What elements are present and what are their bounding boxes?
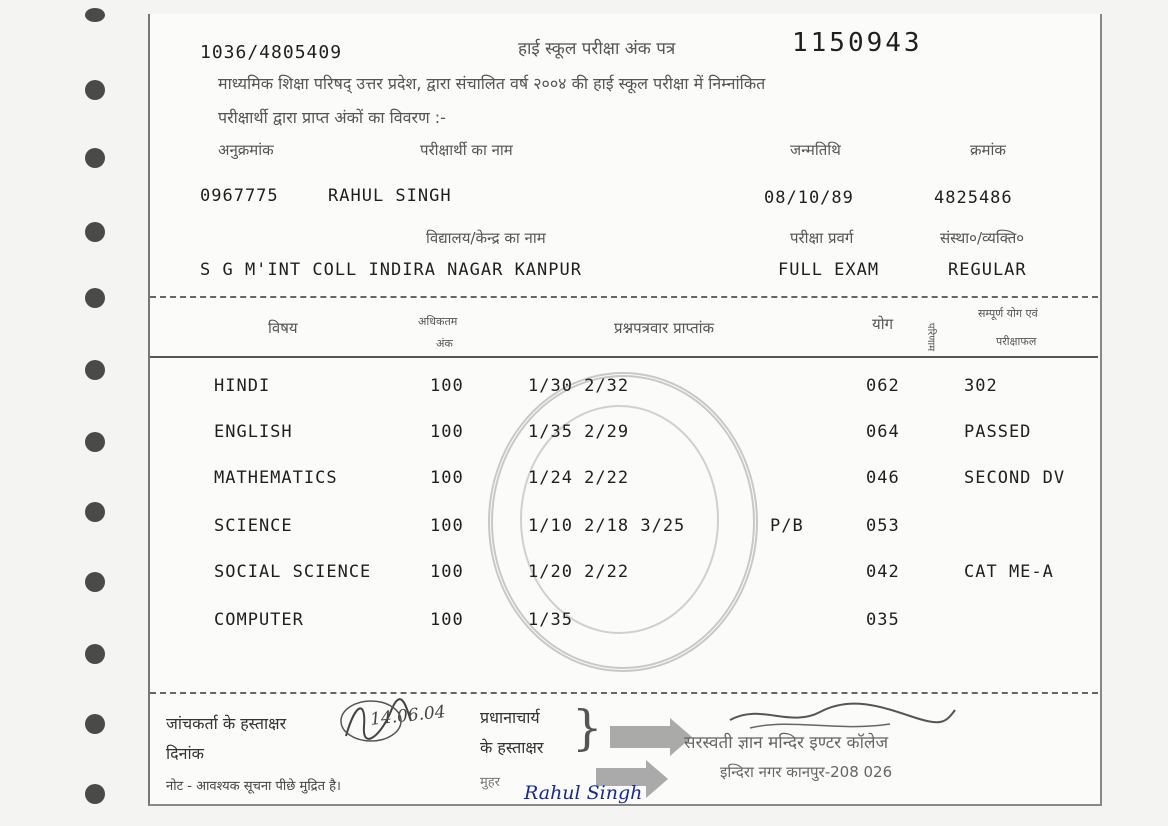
remark-cell: SECOND DV xyxy=(964,468,1066,488)
grand-total-header-line2: परीक्षाफल xyxy=(996,335,1037,348)
remark-cell: 302 xyxy=(964,376,998,396)
subject-cell: SOCIAL SCIENCE xyxy=(214,562,372,582)
punch-hole xyxy=(85,502,105,522)
subject-cell: HINDI xyxy=(214,376,271,396)
stamp-label: मुहर xyxy=(480,775,500,790)
paper-marks-cell: 1/10 2/18 3/25 xyxy=(528,516,686,536)
max-marks-cell: 100 xyxy=(430,468,464,488)
subject-cell: MATHEMATICS xyxy=(214,468,338,488)
total-cell: 035 xyxy=(866,610,900,630)
school-name: S G M'INT COLL INDIRA NAGAR KANPUR xyxy=(200,260,582,280)
paper-marks-header: प्रश्नपत्रवार प्राप्तांक xyxy=(614,319,715,337)
dob-label: जन्मतिथि xyxy=(790,141,841,159)
school-label: विद्यालय/केन्द्र का नाम xyxy=(426,229,546,247)
principal-label-line1: प्रधानाचार्य xyxy=(480,708,540,727)
punch-hole xyxy=(85,222,105,242)
exam-type-label: परीक्षा प्रवर्ग xyxy=(790,229,854,247)
table-top-rule xyxy=(150,296,1098,298)
roll-number: 0967775 xyxy=(200,186,279,206)
punch-hole xyxy=(85,644,105,664)
note-text: नोट - आवश्यक सूचना पीछे मुद्रित है। xyxy=(166,779,341,794)
paper-marks-cell: 1/30 2/32 xyxy=(528,376,630,396)
paper-marks-cell: 1/24 2/22 xyxy=(528,468,630,488)
candidate-name-label: परीक्षार्थी का नाम xyxy=(420,141,513,159)
checker-signature xyxy=(336,696,416,746)
brace: } xyxy=(572,700,603,756)
table-header-rule xyxy=(150,356,1098,358)
exam-type: FULL EXAM xyxy=(778,260,880,280)
practical-cell: P/B xyxy=(770,516,804,536)
punch-hole xyxy=(85,8,105,22)
punch-hole xyxy=(85,360,105,380)
date-label: दिनांक xyxy=(166,744,204,763)
punch-hole xyxy=(85,148,105,168)
date-of-birth: 08/10/89 xyxy=(764,188,854,208)
subject-cell: SCIENCE xyxy=(214,516,293,536)
footer-rule xyxy=(150,692,1098,694)
punch-hole xyxy=(85,288,105,308)
total-cell: 042 xyxy=(866,562,900,582)
subject-cell: COMPUTER xyxy=(214,610,304,630)
intro-line-2: परीक्षार्थी द्वारा प्राप्त अंकों का विवरण :- xyxy=(218,108,446,127)
principal-label-line2: के हस्ताक्षर xyxy=(480,738,544,757)
intro-line-1: माध्यमिक शिक्षा परिषद् उत्तर प्रदेश, द्वारा संचालित वर्ष २००४ की हाई स्कूल परीक्षा में निम्नांकित xyxy=(218,74,766,93)
subject-cell: ENGLISH xyxy=(214,422,293,442)
paper-marks-cell: 1/20 2/22 xyxy=(528,562,630,582)
principal-signature xyxy=(720,698,960,738)
punch-hole xyxy=(85,784,105,804)
reference-number: 1036/4805409 xyxy=(200,42,343,63)
category-label: संस्था०/व्यक्ति० xyxy=(940,229,1025,247)
punch-hole xyxy=(85,432,105,452)
school-stamp-line2: इन्दिरा नगर कानपुर-208 026 xyxy=(720,763,893,781)
candidate-signature: Rahul Singh xyxy=(524,782,643,804)
candidate-name: RAHUL SINGH xyxy=(328,186,452,206)
max-marks-cell: 100 xyxy=(430,562,464,582)
total-cell: 064 xyxy=(866,422,900,442)
max-marks-header-line2: अंक xyxy=(436,337,453,350)
subject-header: विषय xyxy=(268,319,298,337)
paper-marks-cell: 1/35 2/29 xyxy=(528,422,630,442)
candidate-category: REGULAR xyxy=(948,260,1027,280)
grand-total-header-line1: सम्पूर्ण योग एवं xyxy=(978,307,1038,320)
result-code-header: परिणाम xyxy=(925,322,937,352)
total-cell: 062 xyxy=(866,376,900,396)
candidate-serial: 4825486 xyxy=(934,188,1013,208)
max-marks-header-line1: अधिकतम xyxy=(418,315,458,328)
max-marks-cell: 100 xyxy=(430,610,464,630)
checker-signature-label: जांचकर्ता के हस्ताक्षर xyxy=(166,714,287,733)
max-marks-cell: 100 xyxy=(430,376,464,396)
punch-hole xyxy=(85,80,105,100)
document-title: हाई स्कूल परीक्षा अंक पत्र xyxy=(518,39,676,59)
punch-hole xyxy=(85,572,105,592)
total-header: योग xyxy=(872,315,894,333)
max-marks-cell: 100 xyxy=(430,516,464,536)
serial-number: 1150943 xyxy=(792,28,923,58)
punch-hole xyxy=(85,714,105,734)
roll-number-label: अनुक्रमांक xyxy=(218,141,274,159)
paper-marks-cell: 1/35 xyxy=(528,610,573,630)
remark-cell: PASSED xyxy=(964,422,1032,442)
total-cell: 046 xyxy=(866,468,900,488)
checker-date: 14.06.04 xyxy=(369,702,447,730)
total-cell: 053 xyxy=(866,516,900,536)
serial-label: क्रमांक xyxy=(970,141,1006,159)
school-stamp-line1: सरस्वती ज्ञान मन्दिर इण्टर कॉलेज xyxy=(684,733,889,753)
remark-cell: CAT ME-A xyxy=(964,562,1054,582)
max-marks-cell: 100 xyxy=(430,422,464,442)
arrow-icon xyxy=(610,726,670,748)
